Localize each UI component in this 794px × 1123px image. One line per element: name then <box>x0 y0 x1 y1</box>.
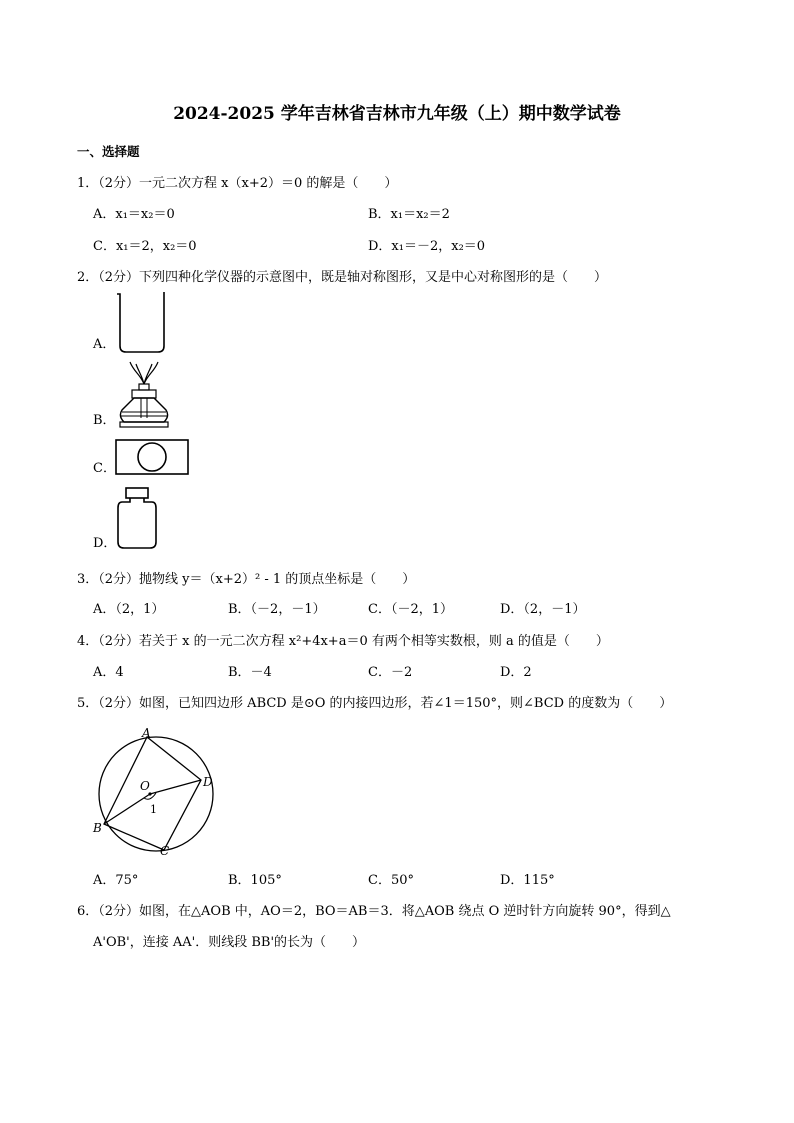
question-3-option-b: B．（－2，－1） <box>228 602 326 617</box>
reagent-bottle-figure <box>114 486 160 550</box>
question-1-option-c: C．x₁＝2，x₂＝0 <box>93 239 197 254</box>
page-title: 2024-2025 学年吉林省吉林市九年级（上）期中数学试卷 <box>173 104 621 124</box>
question-5-option-c: C．50° <box>368 873 414 888</box>
question-5-stem: 5．（2分）如图，已知四边形 ABCD 是⊙O 的内接四边形，若∠1＝150°，则∠BCD 的度数为（ ） <box>77 696 673 711</box>
vertex-label-c: C <box>160 844 170 858</box>
question-1-stem: 1．（2分）一元二次方程 x（x+2）＝0 的解是（ ） <box>77 176 398 191</box>
question-1-option-b: B．x₁＝x₂＝2 <box>368 207 450 222</box>
alcohol-lamp-figure <box>114 360 174 430</box>
vertex-label-d: D <box>203 775 213 789</box>
question-5-option-d: D．115° <box>500 873 555 888</box>
question-4-option-d: D．2 <box>500 665 532 680</box>
question-2-stem: 2．（2分）下列四种化学仪器的示意图中，既是轴对称图形，又是中心对称图形的是（ ） <box>77 270 608 285</box>
beaker-figure <box>114 290 170 356</box>
section-heading-choice: 一、选择题 <box>77 144 140 159</box>
question-2-option-d: D． <box>93 536 117 551</box>
vertex-label-b: B <box>93 821 102 835</box>
question-4-stem: 4．（2分）若关于 x 的一元二次方程 x²+4x+a＝0 有两个相等实数根，则 a 的值是（ ） <box>77 634 609 649</box>
vertex-label-a: A <box>142 726 151 740</box>
evaporating-dish-figure <box>114 438 190 476</box>
question-2-option-a: A． <box>93 337 116 352</box>
question-3-option-c: C．（－2，1） <box>368 602 453 617</box>
question-1-option-a: A．x₁＝x₂＝0 <box>93 207 175 222</box>
question-5-option-a: A．75° <box>93 873 139 888</box>
center-label-o: O <box>140 779 150 793</box>
question-6-stem-line-1: 6．（2分）如图，在△AOB 中，AO＝2，BO＝AB＝3．将△AOB 绕点 O 逆时针方向旋转 90°，得到△ <box>77 904 671 919</box>
question-2-option-b: B． <box>93 413 116 428</box>
question-2-option-c: C． <box>93 461 116 476</box>
question-6-stem-line-2: A'OB'，连接 AA'．则线段 BB'的长为（ ） <box>93 935 366 950</box>
question-3-option-d: D．（2，－1） <box>500 602 586 617</box>
inscribed-quadrilateral-figure <box>88 722 224 862</box>
question-4-option-b: B．－4 <box>228 665 272 680</box>
question-5-option-b: B．105° <box>228 873 282 888</box>
question-1-option-d: D．x₁＝－2，x₂＝0 <box>368 239 486 254</box>
angle-label-1: 1 <box>150 803 157 816</box>
question-4-option-c: C．－2 <box>368 665 413 680</box>
question-3-option-a: A．（2，1） <box>93 602 165 617</box>
question-4-option-a: A．4 <box>93 665 124 680</box>
question-3-stem: 3．（2分）抛物线 y＝（x+2）² - 1 的顶点坐标是（ ） <box>77 572 416 587</box>
